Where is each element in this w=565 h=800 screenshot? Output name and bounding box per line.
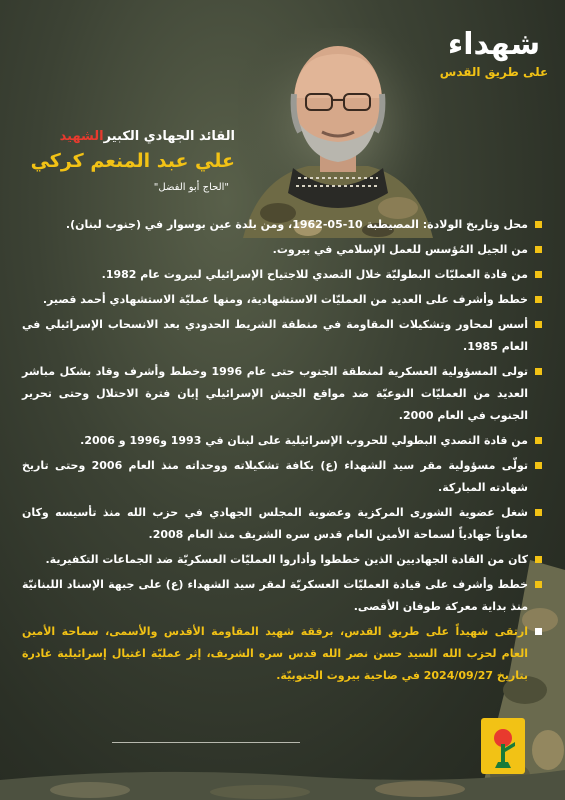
footer-divider — [112, 742, 300, 743]
brand-title: شهداء — [447, 27, 541, 62]
rank-highlight: الشهيد — [59, 129, 104, 144]
bio-item: كان من القادة الجهاديين الذين خططوا وأداروا العمليّات العسكريّة ضد الجماعات التكفيرية. — [22, 549, 542, 571]
martyrdom-statement: ارتقى شهيداً على طريق القدس، برفقة شهيد المقاومة الأقدس والأسمى، سماحة الأمين العام لحزب الله السيد حسن نصر الله قدس سره الشريف، إثر عمليّة اغتيال إسرائيلية غادرة بتاريخ 2024/09/27 في ضاحية بيروت الجنوبيّة. — [22, 621, 542, 687]
name-block — [30, 128, 235, 195]
bio-item: شغل عضوية الشورى المركزية وعضوية المجلس الجهادي في حزب الله منذ تأسيسه وكان معاوناً جهادياً لسماحة الأمين العام قدس سره الشريف منذ العام 2008. — [22, 502, 542, 546]
martyr-nickname: "الحاج أبو الفضل" — [153, 182, 229, 193]
bio-item: من قادة العمليّات البطوليّة خلال التصدي للاجتياح الإسرائيلي لبيروت عام 1982. — [22, 264, 542, 286]
martyr-name: علي عبد المنعم كركي — [30, 150, 235, 172]
rank-prefix: القائد الجهادي الكبير — [103, 129, 235, 144]
bio-item: من الجيل المُؤسس للعمل الإسلامي في بيروت. — [22, 239, 542, 261]
bio-item: تولّى مسؤولية مقر سيد الشهداء (ع) بكافة تشكيلاته ووحداته منذ العام 2006 وحتى تاريخ شهادته المباركة. — [22, 455, 542, 499]
bio-item: خطط وأشرف على قيادة العمليّات العسكريّة لمقر سيد الشهداء (ع) على جبهة الإسناد اللبنانيّة منذ بداية معركة طوفان الأقصى. — [22, 574, 542, 618]
biography-list — [22, 214, 542, 690]
bio-item: أسس لمحاور وتشكيلات المقاومة في منطقة الشريط الحدودي بعد الانسحاب الإسرائيلي في العام 1985. — [22, 314, 542, 358]
brand-logo — [438, 28, 550, 80]
rank-title — [30, 128, 235, 145]
bio-item: خطط وأشرف على العديد من العمليّات الاستشهادية، ومنها عمليّة الاستشهادي أحمد قصير. — [22, 289, 542, 311]
brand-subtitle: على طريق القدس — [439, 65, 549, 79]
martyr-portrait — [238, 28, 438, 238]
bio-item: محل وتاريخ الولادة: المصيطبة 10-05-1962، ومن بلدة عين بوسوار في (جنوب لبنان). — [22, 214, 542, 236]
party-emblem-icon — [481, 718, 525, 774]
bio-item: من قادة التصدي البطولي للحروب الإسرائيلية على لبنان في 1993 و1996 و 2006. — [22, 430, 542, 452]
bio-item: تولى المسؤولية العسكرية لمنطقة الجنوب حتى عام 1996 وخطط وأشرف وقاد بشكل مباشر العديد من العمليّات النوعيّة ضد مواقع الجيش الإسرائيلي إبان فترة الاحتلال وحتى تحرير الجنوب في العام 2000. — [22, 361, 542, 427]
